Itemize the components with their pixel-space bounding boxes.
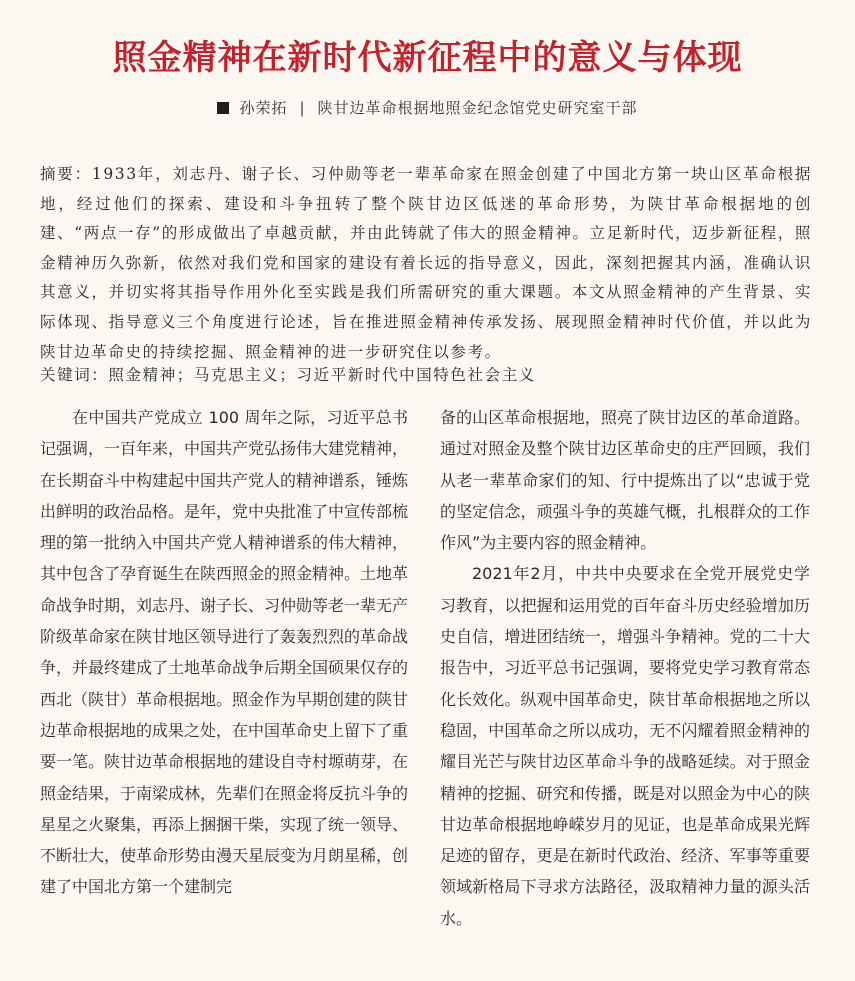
abstract-label: 摘要： [40,165,92,183]
body-column-left [40,402,408,903]
body-column-right [440,402,810,934]
keywords [40,361,812,389]
keywords-label: 关键词： [40,366,109,384]
author-affiliation: 陕甘边革命根据地照金纪念馆党史研究室干部 [317,99,638,117]
article-title: 照金精神在新时代新征程中的意义与体现 [112,38,743,78]
byline [0,97,855,118]
square-bullet-icon [217,102,229,114]
keywords-text: 照金精神；马克思主义；习近平新时代中国特色社会主义 [108,366,536,384]
byline-separator: | [299,98,306,117]
abstract-text: 1933年，刘志丹、谢子长、习仲勋等老一辈革命家在照金创建了中国北方第一块山区革命根据地，经过他们的探索、建设和斗争扭转了整个陕甘边区低迷的革命形势，为陕甘革命根据地的创建、“两点一存”的形成做出了卓越贡献，并由此铸就了伟大的照金精神。立足新时代，迈步新征程，照金精神历久弥新，依然对我们党和国家的建设有着长远的指导意义，因此，深刻把握其内涵，准确认识其意义，并切实将其指导作用外化至实践是我们所需研究的重大课题。本文从照金精神的产生背景、实际体现、指导意义三个角度进行论述，旨在推进照金精神传承发扬、展现照金精神时代价值，并以此为陕甘边革命史的持续挖掘、照金精神的进一步研究住以参考。 [40,165,812,361]
body-paragraph-continued: 备的山区革命根据地，照亮了陕甘边区的革命道路。通过对照金及整个陕甘边区革命史的庄严回顾，我们从老一辈革命家们的知、行中提炼出了以“忠诚于党的坚定信念，顽强斗争的英雄气概，扎根群众的工作作风”为主要内容的照金精神。 [440,408,810,553]
body-paragraph: 2021年2月，中共中央要求在全党开展党史学习教育，以把握和运用党的百年奋斗历史经验增加历史自信，增进团结统一，增强斗争精神。党的二十大报告中，习近平总书记强调，要将党史学习教育常态化长效化。纵观中国革命史，陕甘革命根据地之所以稳固，中国革命之所以成功，无不闪耀着照金精神的耀目光芒与陕甘边区革命斗争的战略延续。对于照金精神的挖掘、研究和传播，既是对以照金为中心的陕甘边革命根据地峥嵘岁月的见证，也是革命成果光辉足迹的留存，更是在新时代政治、经济、军事等重要领域新格局下寻求方法路径，汲取精神力量的源头活水。 [440,564,810,928]
abstract [40,160,812,367]
author-name: 孙荣拓 [239,99,288,117]
body-paragraph: 在中国共产党成立 100 周年之际，习近平总书记强调，一百年来，中国共产党弘扬伟大建党精神，在长期奋斗中构建起中国共产党人的精神谱系，锤炼出鲜明的政治品格。是年，党中央批准了中宣传部梳理的第一批纳入中国共产党人精神谱系的伟大精神，其中包含了孕育诞生在陕西照金的照金精神。土地革命战争时期，刘志丹、谢子长、习仲勋等老一辈无产阶级革命家在陕甘地区领导进行了轰轰烈烈的革命战争，并最终建成了土地革命战争后期全国硕果仅存的西北（陕甘）革命根据地。照金作为早期创建的陕甘边革命根据地的成果之处，在中国革命史上留下了重要一笔。陕甘边革命根据地的建设自寺村塬萌芽，在照金结果，于南梁成林，先辈们在照金将反抗斗争的星星之火聚集，再添上捆捆干柴，实现了统一领导、不断壮大，使革命形势由漫天星辰变为月朗星稀，创建了中国北方第一个建制完 [40,408,409,897]
